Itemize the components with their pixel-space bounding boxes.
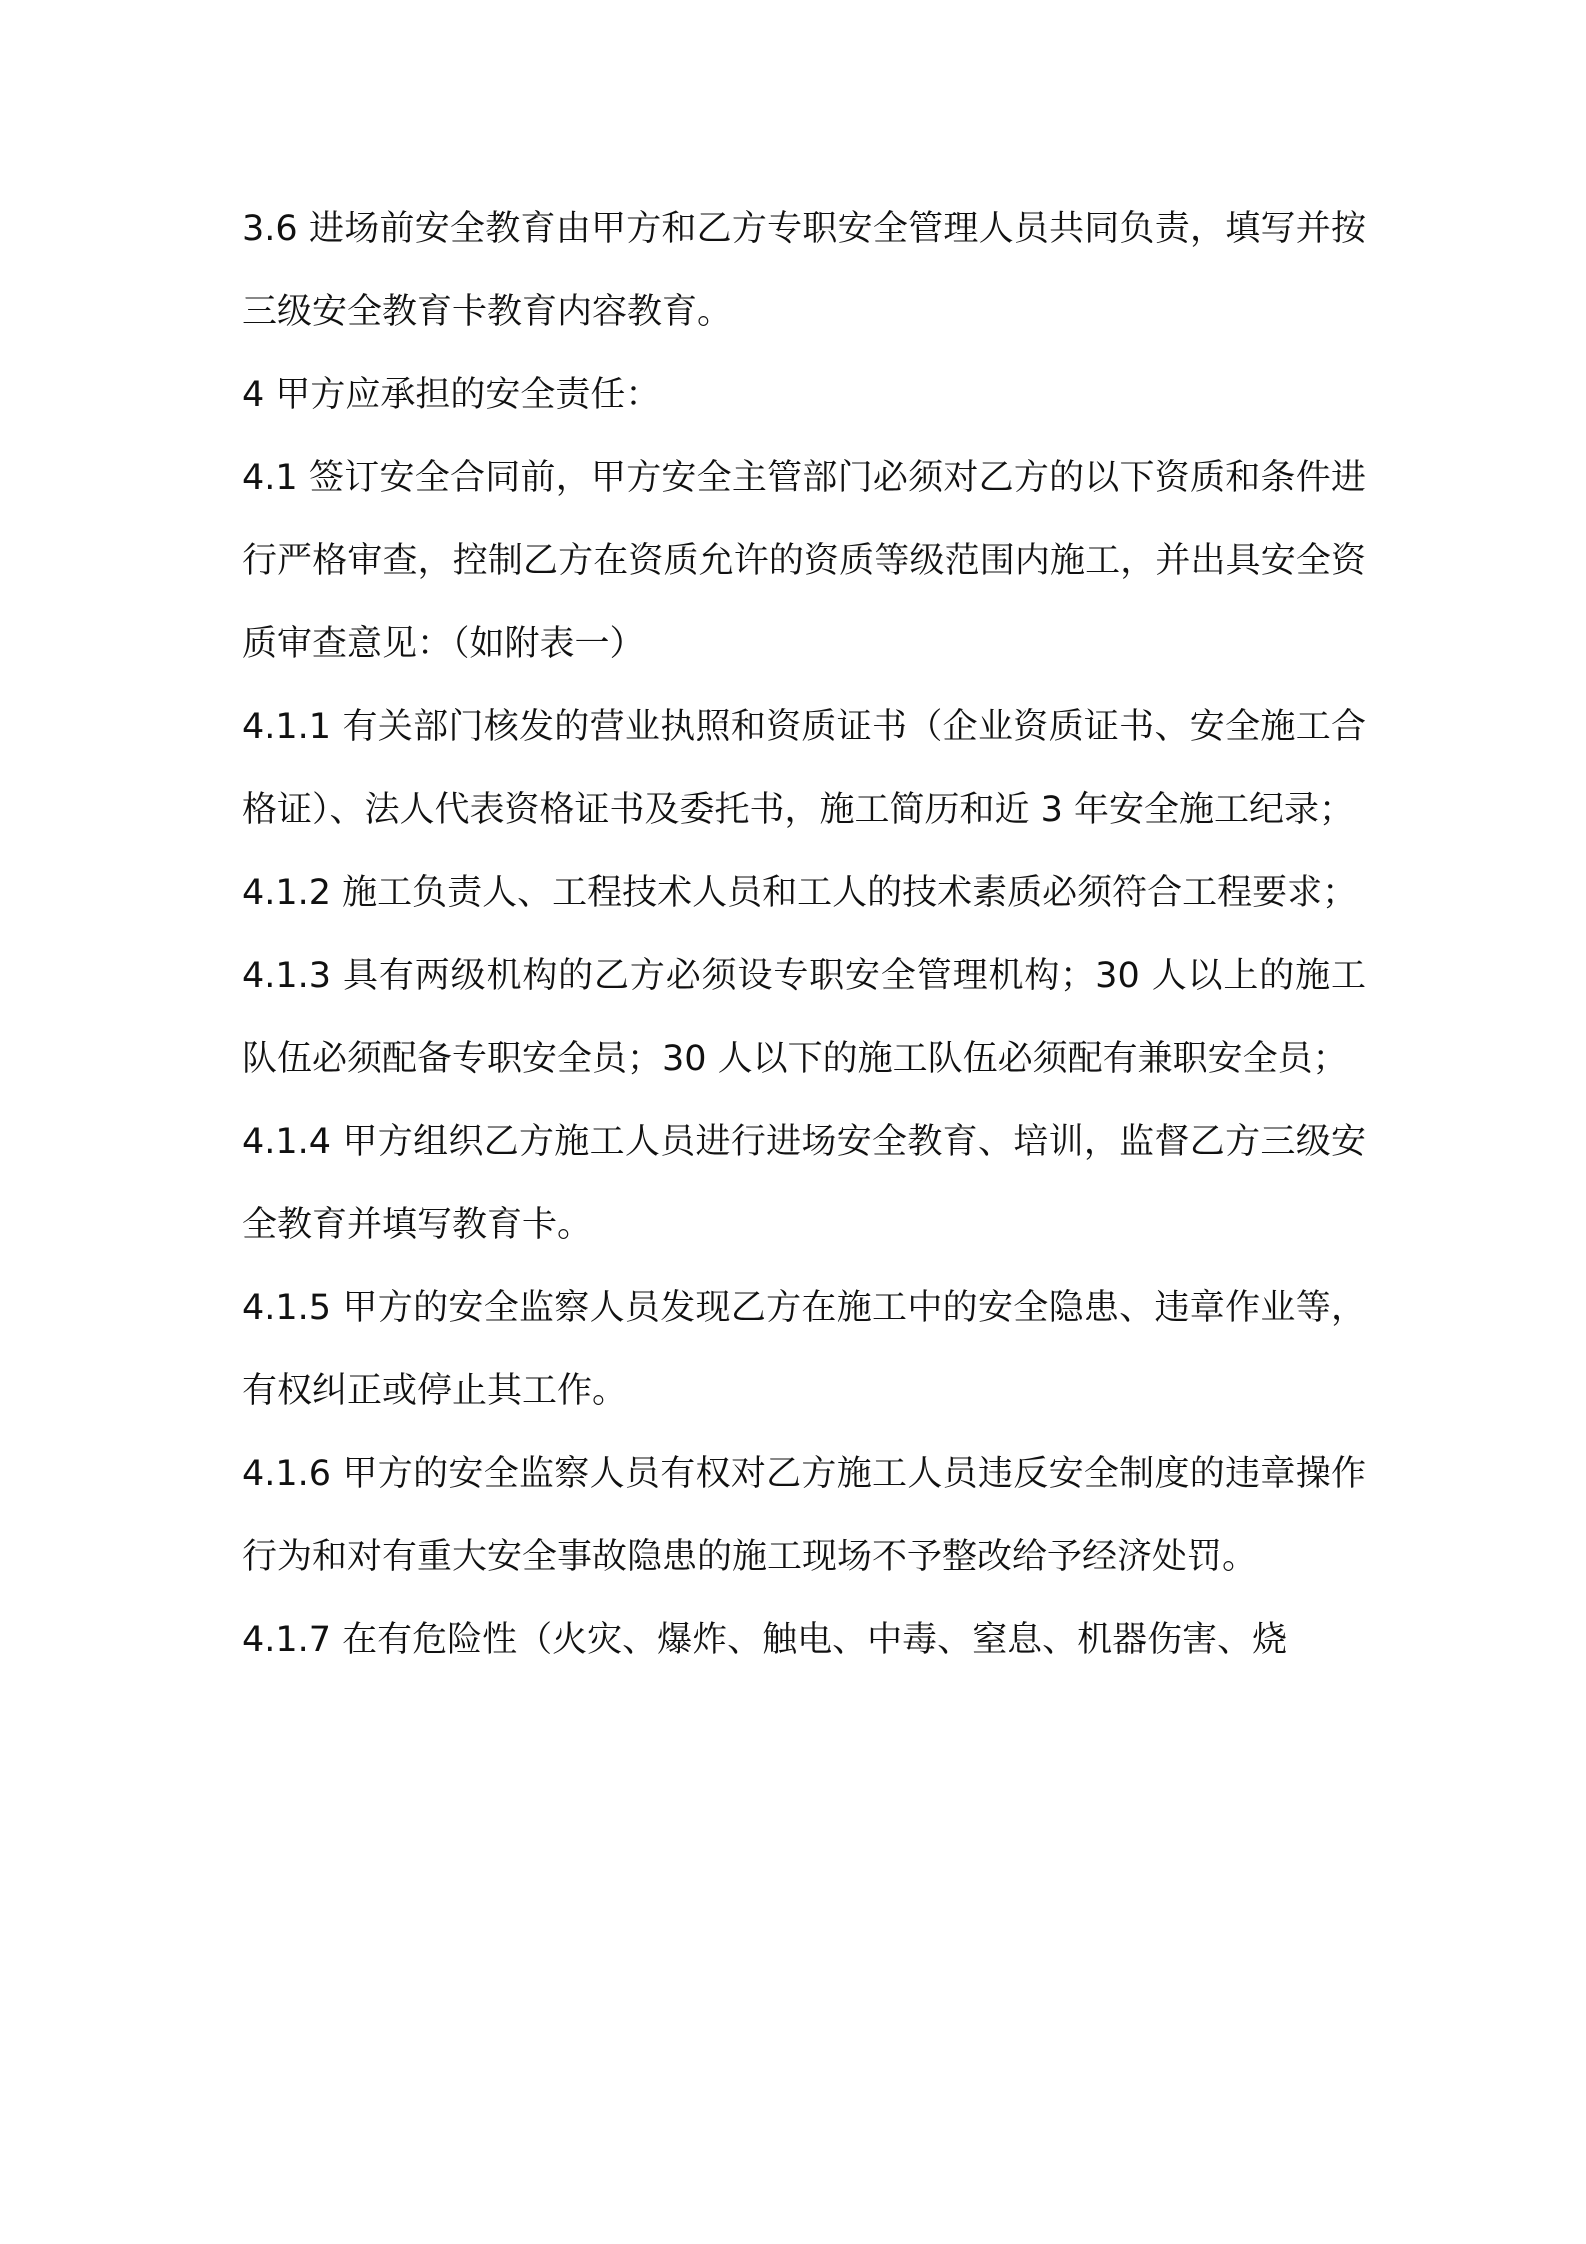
section-4-heading: 4 甲方应承担的安全责任： bbox=[242, 375, 661, 415]
clause-4-1-5: 4.1.5 甲方的安全监察人员发现乙方在施工中的安全隐患、违章作业等，有权纠正或停止其工作。 bbox=[242, 1288, 1366, 1411]
clause-4-1-7: 4.1.7 在有危险性（火灾、爆炸、触电、中毒、窒息、机器伤害、烧 bbox=[242, 1620, 1288, 1660]
clause-4-1-3: 4.1.3 具有两级机构的乙方必须设专职安全管理机构；30 人以上的施工队伍必须配备专职安全员；30 人以下的施工队伍必须配有兼职安全员； bbox=[242, 956, 1366, 1079]
clause-4-1-4: 4.1.4 甲方组织乙方施工人员进行进场安全教育、培训，监督乙方三级安全教育并填写教育卡。 bbox=[242, 1122, 1366, 1245]
clause-4-1: 4.1 签订安全合同前，甲方安全主管部门必须对乙方的以下资质和条件进行严格审查，控制乙方在资质允许的资质等级范围内施工，并出具安全资质审查意见：（如附表一） bbox=[242, 458, 1366, 664]
clause-4-1-6: 4.1.6 甲方的安全监察人员有权对乙方施工人员违反安全制度的违章操作行为和对有重大安全事故隐患的施工现场不予整改给予经济处罚。 bbox=[242, 1454, 1366, 1577]
clause-4-1-2: 4.1.2 施工负责人、工程技术人员和工人的技术素质必须符合工程要求； bbox=[242, 873, 1358, 913]
clause-3-6: 3.6 进场前安全教育由甲方和乙方专职安全管理人员共同负责，填写并按三级安全教育卡教育内容教育。 bbox=[242, 209, 1366, 332]
clause-4-1-1: 4.1.1 有关部门核发的营业执照和资质证书（企业资质证书、安全施工合格证）、法人代表资格证书及委托书，施工简历和近 3 年安全施工纪录； bbox=[242, 707, 1366, 830]
